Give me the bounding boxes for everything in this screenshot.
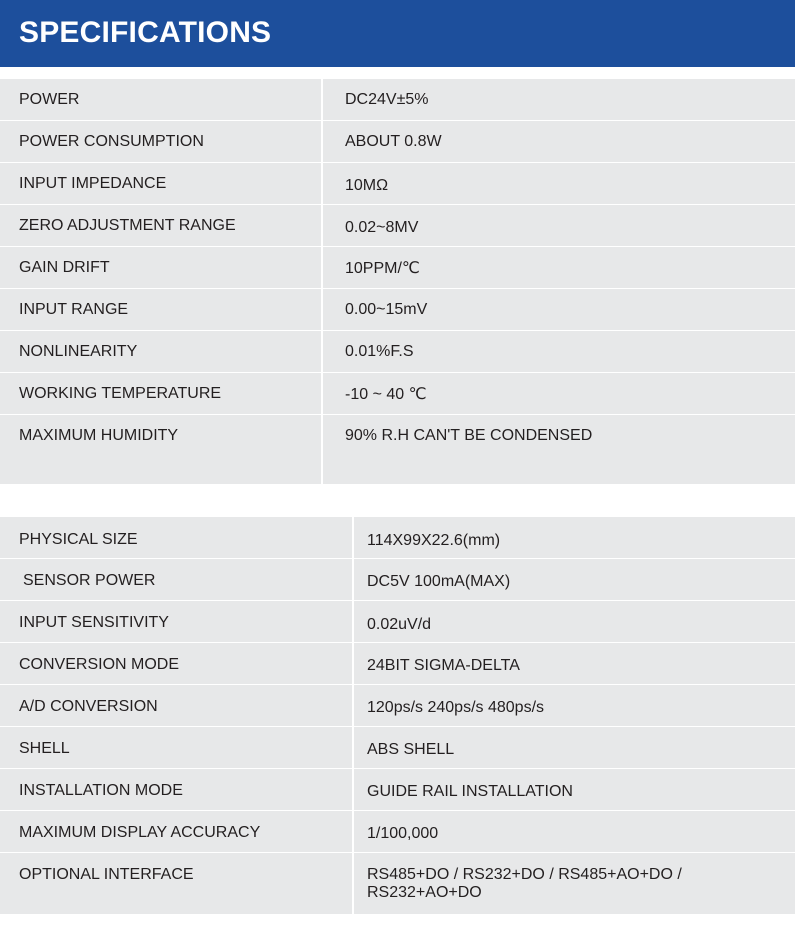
table-row <box>0 727 795 769</box>
spec-value: 0.02~8MV <box>345 219 419 236</box>
spec-value: ABS SHELL <box>367 741 455 758</box>
spec-label: POWER <box>19 91 80 108</box>
spec-label: INPUT SENSITIVITY <box>19 614 169 631</box>
spec-label: MAXIMUM DISPLAY ACCURACY <box>19 824 261 841</box>
spec-value: ABOUT 0.8W <box>345 133 442 150</box>
spec-value: 114X99X22.6(mm) <box>367 532 501 549</box>
spec-label: CONVERSION MODE <box>19 656 180 673</box>
spec-value: 0.01%F.S <box>345 343 414 360</box>
table-row <box>0 769 795 811</box>
table-row <box>0 247 795 289</box>
specifications-header <box>0 0 795 67</box>
spec-value: RS485+DO / RS232+DO / RS485+AO+DO / RS232+AO+DO <box>367 866 682 901</box>
spec-label: NONLINEARITY <box>19 343 138 360</box>
spec-value: 0.02uV/d <box>367 616 432 633</box>
table-row <box>0 331 795 373</box>
table-row <box>0 517 795 559</box>
table-row <box>0 853 795 914</box>
spec-label: WORKING TEMPERATURE <box>19 385 222 402</box>
table-row <box>0 415 795 484</box>
spec-table-electrical <box>0 79 795 484</box>
spec-label: A/D CONVERSION <box>19 698 158 715</box>
spec-value: 24BIT SIGMA-DELTA <box>367 657 520 674</box>
spec-value: -10 ~ 40 ℃ <box>345 386 427 403</box>
spec-label: MAXIMUM HUMIDITY <box>19 427 179 444</box>
table-row <box>0 163 795 205</box>
spec-value: 120ps/s 240ps/s 480ps/s <box>367 699 545 716</box>
page-title: SPECIFICATIONS <box>19 16 272 49</box>
table-row <box>0 205 795 247</box>
spec-value: 1/100,000 <box>367 825 439 842</box>
spec-label: INPUT RANGE <box>19 301 129 318</box>
spec-label: GAIN DRIFT <box>19 259 110 276</box>
spec-value: 10MΩ <box>345 177 389 194</box>
spec-label: INSTALLATION MODE <box>19 782 183 799</box>
spec-label: SHELL <box>19 740 70 757</box>
spec-label: OPTIONAL INTERFACE <box>19 866 194 883</box>
spec-value: GUIDE RAIL INSTALLATION <box>367 783 573 800</box>
table-row <box>0 121 795 163</box>
spec-value: DC5V 100mA(MAX) <box>367 573 511 590</box>
table-row <box>0 643 795 685</box>
spec-value: DC24V±5% <box>345 91 429 108</box>
spec-label: POWER CONSUMPTION <box>19 133 204 150</box>
spec-label: ZERO ADJUSTMENT RANGE <box>19 217 236 234</box>
table-row <box>0 79 795 121</box>
spec-label: INPUT IMPEDANCE <box>19 175 167 192</box>
spec-value: 10PPM/℃ <box>345 260 420 277</box>
table-row <box>0 289 795 331</box>
spec-value: 0.00~15mV <box>345 301 428 318</box>
table-row <box>0 601 795 643</box>
spec-label: PHYSICAL SIZE <box>19 531 138 548</box>
table-row <box>0 685 795 727</box>
spec-table-physical <box>0 517 795 914</box>
spec-value: 90% R.H CAN'T BE CONDENSED <box>345 427 593 444</box>
table-row <box>0 559 795 601</box>
spec-label: SENSOR POWER <box>23 572 156 589</box>
table-row <box>0 811 795 853</box>
table-row <box>0 373 795 415</box>
